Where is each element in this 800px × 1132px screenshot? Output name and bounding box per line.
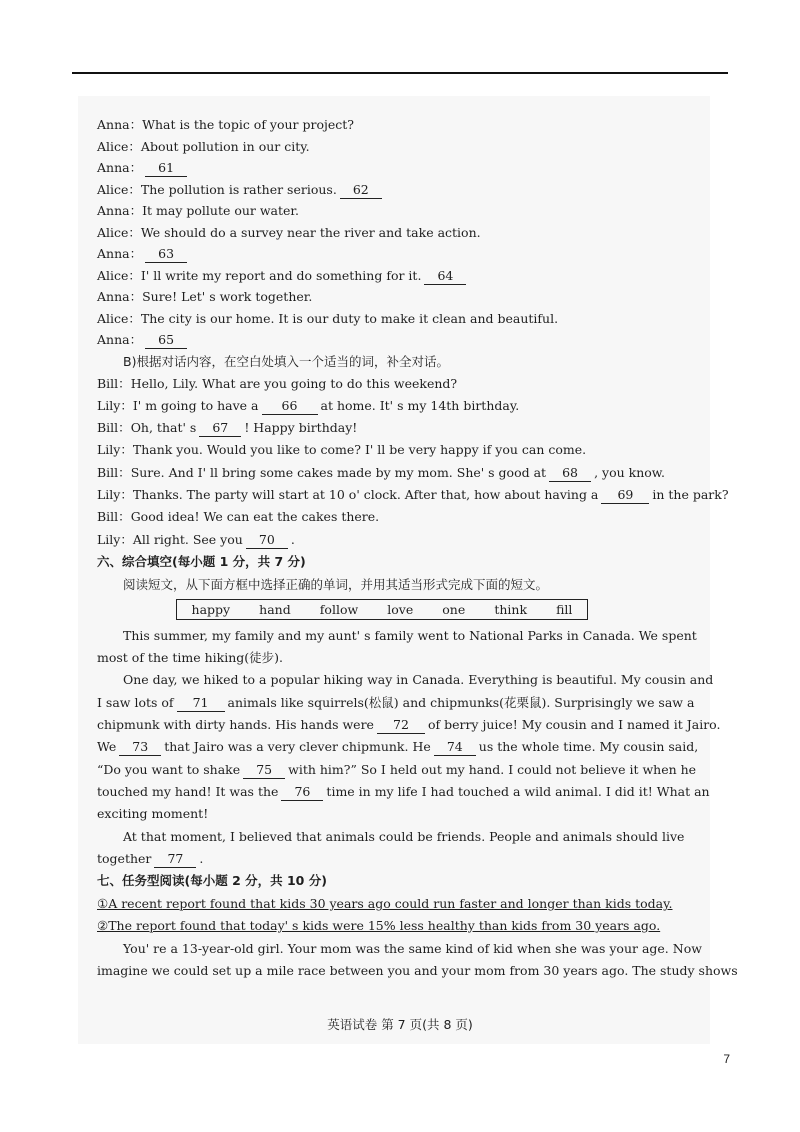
top-rule [72, 72, 728, 74]
dialogue-line: Bill：Oh, that' s 67 ! Happy birthday! [97, 420, 358, 435]
section-b-instruction: B)根据对话内容，在空白处填入一个适当的词，补全对话。 [123, 354, 449, 369]
blank-74: 74 [434, 739, 476, 756]
dialogue-line: Alice：The city is our home. It is our duty to make it clean and beautiful. [97, 311, 559, 326]
word-box [176, 599, 588, 620]
word-option: one [442, 602, 466, 617]
blank-72: 72 [377, 717, 425, 734]
passage-line: exciting moment! [97, 806, 209, 821]
dialogue-line: Anna： 63 [97, 246, 190, 263]
blank-69: 69 [601, 487, 649, 504]
page-footer: 英语试卷 第 7 页(共 8 页) [327, 1017, 473, 1032]
passage-line: I saw lots of 71 animals like squirrels(松鼠) and chipmunks(花栗鼠). Surprisingly we saw a [97, 695, 695, 710]
blank-67: 67 [199, 420, 241, 437]
word-option: happy [191, 602, 231, 617]
report-sentence: ②The report found that today' s kids were 15% less healthy than kids from 30 years ago. [97, 918, 661, 933]
blank-75: 75 [243, 762, 285, 779]
dialogue-line: Bill：Sure. And I' ll bring some cakes made by my mom. She' s good at 68 , you know. [97, 465, 665, 480]
dialogue-line: Lily：I' m going to have a 66 at home. It' s my 14th birthday. [97, 398, 520, 413]
section-6-instruction: 阅读短文，从下面方框中选择正确的单词，并用其适当形式完成下面的短文。 [123, 577, 549, 592]
dialogue-line: Bill：Hello, Lily. What are you going to do this weekend? [97, 376, 458, 391]
dialogue-line: Alice：I' ll write my report and do something for it. 64 [97, 268, 469, 285]
blank-65: 65 [145, 332, 187, 349]
dialogue-line: Alice：We should do a survey near the river and take action. [97, 225, 481, 240]
blank-70: 70 [246, 532, 288, 549]
passage-line: You' re a 13-year-old girl. Your mom was the same kind of kid when she was your age. Now [123, 941, 702, 956]
passage-line: This summer, my family and my aunt' s family went to National Parks in Canada. We spent [123, 628, 697, 643]
passage-line: We 73 that Jairo was a very clever chipmunk. He 74 us the whole time. My cousin said, [97, 739, 699, 754]
report-sentence: ①A recent report found that kids 30 years ago could run faster and longer than kids today. [97, 896, 673, 911]
passage-line: most of the time hiking(徒步). [97, 650, 284, 665]
passage-line: One day, we hiked to a popular hiking way in Canada. Everything is beautiful. My cousin and [123, 672, 714, 687]
blank-61: 61 [145, 160, 187, 177]
dialogue-line: Anna：What is the topic of your project? [97, 117, 355, 132]
page-number: 7 [723, 1052, 730, 1066]
dialogue-line: Anna： 65 [97, 332, 190, 349]
passage-line: touched my hand! It was the 76 time in my life I had touched a wild animal. I did it! What an [97, 784, 710, 799]
dialogue-line: Anna：It may pollute our water. [97, 203, 300, 218]
dialogue-line: Anna：Sure! Let' s work together. [97, 289, 313, 304]
blank-63: 63 [145, 246, 187, 263]
blank-64: 64 [424, 268, 466, 285]
blank-68: 68 [549, 465, 591, 482]
word-option: hand [259, 602, 291, 617]
section-6-heading: 六、综合填空(每小题 1 分，共 7 分) [97, 554, 306, 569]
blank-73: 73 [119, 739, 161, 756]
dialogue-line: Lily：All right. See you 70 . [97, 532, 295, 547]
word-option: think [494, 602, 528, 617]
passage-line: together 77 . [97, 851, 204, 866]
word-option: follow [319, 602, 359, 617]
dialogue-line: Alice：About pollution in our city. [97, 139, 310, 154]
blank-62: 62 [340, 182, 382, 199]
dialogue-line: Lily：Thanks. The party will start at 10 o' clock. After that, how about having a 69 in the park? [97, 487, 729, 502]
blank-66: 66 [262, 398, 318, 415]
passage-line: At that moment, I believed that animals could be friends. People and animals should live [123, 829, 685, 844]
word-option: love [387, 602, 414, 617]
passage-line: imagine we could set up a mile race between you and your mom from 30 years ago. The study shows [97, 963, 738, 978]
blank-71: 71 [177, 695, 225, 712]
word-option: fill [556, 602, 573, 617]
section-7-heading: 七、任务型阅读(每小题 2 分，共 10 分) [97, 873, 327, 888]
dialogue-line: Alice：The pollution is rather serious. 62 [97, 182, 385, 199]
passage-line: “Do you want to shake 75 with him?” So I held out my hand. I could not believe it when he [97, 762, 697, 777]
dialogue-line: Anna： 61 [97, 160, 190, 177]
blank-76: 76 [281, 784, 323, 801]
dialogue-line: Bill：Good idea! We can eat the cakes there. [97, 509, 380, 524]
passage-line: chipmunk with dirty hands. His hands were 72 of berry juice! My cousin and I named it Jairo. [97, 717, 721, 732]
dialogue-line: Lily：Thank you. Would you like to come? I' ll be very happy if you can come. [97, 442, 587, 457]
blank-77: 77 [154, 851, 196, 868]
